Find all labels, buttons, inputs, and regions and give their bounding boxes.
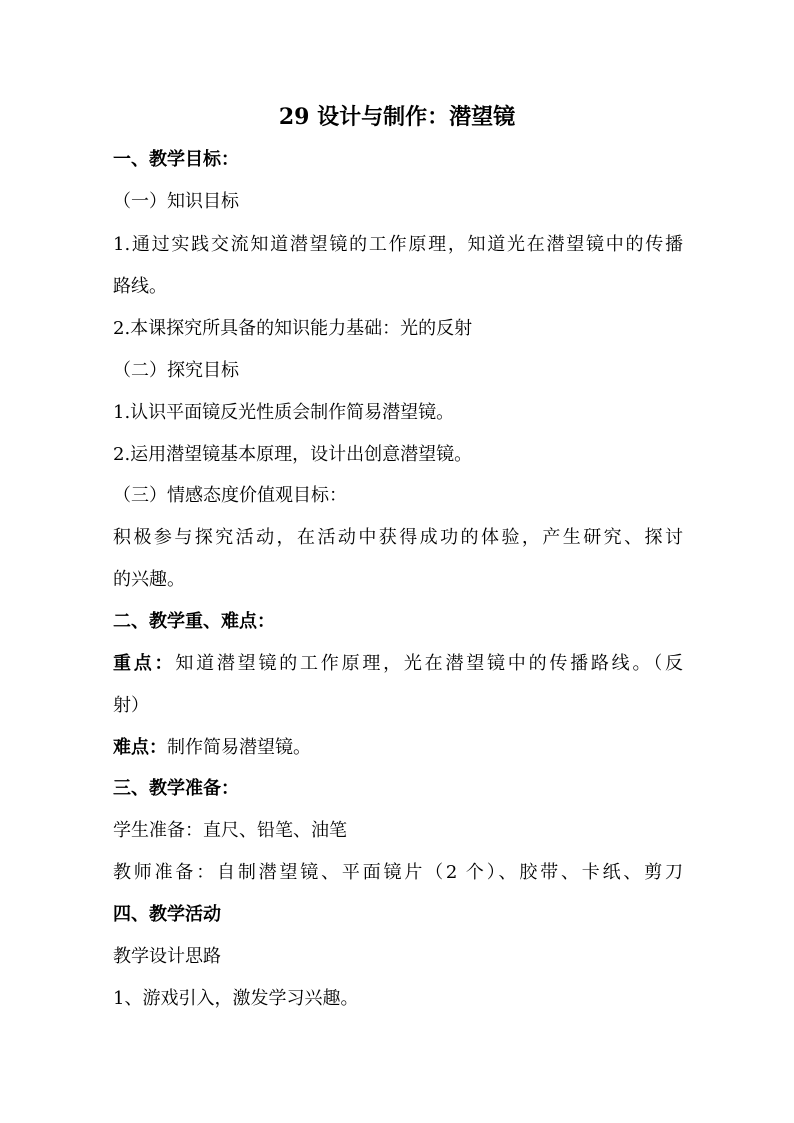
difficult-point-label: 难点： bbox=[113, 737, 167, 758]
knowledge-goal-1-line-1: 1.通过实践交流知道潜望镜的工作原理，知道光在潜望镜中的传播 bbox=[113, 234, 683, 255]
key-point-line-1 bbox=[113, 650, 683, 678]
section-heading-teaching-goals: 一、教学目标： bbox=[113, 149, 239, 170]
attitude-goal-line-1: 积极参与探究活动，在活动中获得成功的体验，产生研究、探讨 bbox=[113, 527, 683, 548]
key-point-text: 知道潜望镜的工作原理，光在潜望镜中的传播路线。（反 bbox=[175, 653, 684, 674]
subheading-knowledge-goals: （一）知识目标 bbox=[113, 191, 239, 212]
difficult-point-text: 制作简易潜望镜。 bbox=[167, 737, 311, 758]
design-idea-heading: 教学设计思路 bbox=[113, 946, 221, 967]
knowledge-goal-2: 2.本课探究所具备的知识能力基础：光的反射 bbox=[113, 318, 473, 339]
difficult-point bbox=[113, 734, 683, 762]
teacher-preparation: 教师准备：自制潜望镜、平面镜片（2 个）、胶带、卡纸、剪刀 bbox=[113, 862, 683, 883]
section-heading-key-points: 二、教学重、难点： bbox=[113, 611, 275, 632]
key-point-label: 重点： bbox=[113, 653, 176, 674]
activity-step-1: 1、游戏引入，激发学习兴趣。 bbox=[113, 988, 359, 1009]
attitude-goal-line-2: 的兴趣。 bbox=[113, 569, 185, 590]
knowledge-goal-1-line-2: 路线。 bbox=[113, 276, 167, 297]
document-title: 29 设计与制作：潜望镜 bbox=[278, 104, 516, 130]
student-preparation: 学生准备：直尺、铅笔、油笔 bbox=[113, 820, 347, 841]
inquiry-goal-1: 1.认识平面镜反光性质会制作简易潜望镜。 bbox=[113, 402, 455, 423]
subheading-attitude-goals: （三）情感态度价值观目标： bbox=[113, 485, 347, 506]
subheading-inquiry-goals: （二）探究目标 bbox=[113, 360, 239, 381]
key-point-line-2: 射） bbox=[113, 695, 149, 716]
inquiry-goal-2: 2.运用潜望镜基本原理，设计出创意潜望镜。 bbox=[113, 444, 473, 465]
section-heading-activities: 四、教学活动 bbox=[113, 904, 221, 925]
section-heading-preparation: 三、教学准备： bbox=[113, 778, 239, 799]
